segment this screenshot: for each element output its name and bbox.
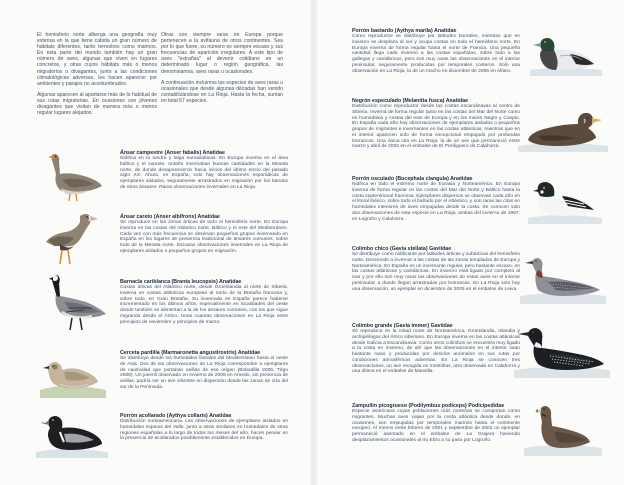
species-description: Se distribuye como nidificante por latitudes árticas y subárticas del hemisferio norte. Desciende a invernar a las costas de las zonas templadas de Europa y Norteamérica. En España es un invernante regular, pero bastante escaso, en las costas atlánticas y cantábricas. En invierno está ligado por completo al mar y por ello son muy raras las observaciones de estas aves en el interior peninsular, a donde llegan arrastradas por borrascas. En La Rioja solo hay una observación, un ejemplar en diciembre de 2005 en el embalse de Leiva. — [352, 252, 520, 292]
species-title: Porrón bastardo (Aythya marila) Anatidae — [352, 28, 457, 34]
species-description: Nidifica en la tundra y taiga euroasiáticas. En Europa inverna en el área báltica y el sureste. Antaño invernaban buenas cantidades en la Meseta norte, de donde desaparecieron hacia inicios del último tercio del pasado siglo XX. Ahora, en España, solo hay observaciones esporádicas de ejemplares aislados, seguramente arrastrados en migración por los bandos de otros ánsares. Raras observaciones invernales en La Rioja. — [120, 156, 288, 190]
species-description: Especie americana cuyas poblaciones más norteñas se comportan como migrantes. Muchas aves viajan por la costa atlántica desde donde, en ocasiones, son empujadas por temporales marinos hasta el continente europeo. Al menos entre febrero de 2001 y septiembre de 2002 un ejemplar permaneció asentado en el embalse de La Grajera haciendo desplazamientos ocasionales al río Ebro a su paso por Logroño. — [352, 409, 520, 443]
species-entry — [352, 176, 520, 222]
white-fronted-goose-illustration — [38, 210, 102, 268]
species-description: Se distribuye desde los humedales litorales del Mediterráneo hasta el oeste de Asia. Dos de las observaciones de La Rioja corresponden a ejemplares de cautividad que portaban anillas de ese origen (Bobadilla 2006, Tirgo 2008). Un juvenil observado en invierno de 2009 en Arnedo, sin presencia de anillas, podría ser un ave silvestre en dispersión desde las zonas de cría del sur de la Península. — [120, 356, 288, 390]
ring-necked-duck-illustration — [36, 412, 108, 458]
intro-paragraph: A continuación incluimos las especies de aves raras u ocasionales que desde algunas décadas han venido contabilizándose en La Rioja. Hasta la fecha, suman en total 67 especies. — [161, 79, 283, 104]
great-northern-loon-illustration — [514, 326, 610, 378]
species-title: Colimbo chico (Gavia stellata) Gaviidae — [352, 246, 452, 252]
species-title: Porrón osculado (Bucephala clangula) Anatidae — [352, 176, 473, 182]
intro-paragraph: Otras son siempre raras en Europa porque pertenecen a la avifauna de otros continentes. Sea por lo que fuere, su número es siempre escaso y sus frecuencias de aparición irregulares. A este tipo de aves "extrañas" al devenir cotidiano en un determinado lugar o región geográfica, las denominamos, aves raras u ocasionales. — [161, 32, 283, 75]
species-entry — [120, 279, 288, 325]
red-throated-loon-illustration — [520, 256, 606, 304]
book-spine — [310, 0, 318, 485]
species-entry — [352, 323, 520, 375]
species-description: Costas árticas del Atlántico norte, desde Groenlandia al norte de Siberia. Inverna en costas atlánticas europeas al norte de la Bretaña francesa y, sobre todo, en Gran Bretaña. Su invernada en España parece haberse incrementado en los últimos años, especialmente en localidades del oeste donde también se alimentan a la de los ánsares comunes, con los que sigue migrando desde el Ártico. Unas cuantas observaciones en La Rioja entre principios de noviembre y principios de marzo. — [120, 285, 288, 325]
pied-billed-grebe-illustration — [524, 404, 602, 456]
species-title: Zampullín picogrueso (Podilymbus podiceps) Podicipedidae — [352, 403, 505, 409]
species-description: Se reproduce en las zonas árticas de todo el hemisferio norte. En Europa inverna en las costas del Atlántico norte, Báltico y el este del Mediterráneo. Cada vez con más frecuencia se observan pequeños grupos invernando en España en los lugares de presencia tradicional de ánsares comunes, sobre todo de la Meseta norte. Escasas observaciones invernales en La Rioja de ejemplares aislados o pequeños grupos en migración. — [120, 220, 288, 254]
intro-column-2 — [161, 32, 283, 109]
intro-paragraph: El hemisferio norte alberga una geografía muy extensa en la que tiene cabida un gran número de hábitats diferentes, tanto terrestres como marinos. En esta parte del mundo también hay un gran número de aves, algunas que viven en lugares concretos, y otras cuyos hábitats más o menos migratorios o divagantes, junto a las condiciones climatológicas adversas, les hacen aparecer por ambientes y parajes no acostumbrados. — [37, 32, 157, 87]
species-entry — [120, 350, 288, 391]
species-title: Negrón especulado (Melanitta fusca) Anatidae — [352, 98, 469, 104]
species-title: Porrón acollarado (Aythya collaris) Anatidae — [120, 413, 232, 419]
species-entry — [120, 413, 288, 442]
barnacle-goose-illustration — [42, 272, 110, 334]
species-entry — [352, 403, 520, 444]
marbled-teal-illustration — [40, 350, 106, 398]
species-description: Distribución como reproductor desde las costas escandinavas al centro de Siberia. Inverna de forma regular tanto en las costas del Mar del Norte como en humedales y costas del este de Europa y en los mares Negro y Caspio. En España cada año hay observaciones de ejemplares aislados o pequeños grupos de migrantes e invernantes en las costas atlánticas, mientras que en el interior aparecen solo de forma excepcional empujado por profundas borrascas. Una única cita en La Rioja, la de un ave que permaneció entre marzo y abril de 2002 en el embalse de El Perdiguero de Calahorra. — [352, 104, 520, 150]
species-title: Colimbo grande (Gavia immer) Gaviidae — [352, 323, 453, 329]
greater-scaup-illustration — [530, 36, 602, 76]
species-description: Como reproductor se distribuye por latitudes boreales, mientras que en invierno se desplaza al sur y ocupa costas en todo el hemisferio norte. En Europa inverna de forma regular hasta el norte de Francia. Una pequeña cantidad llega cada invierno a las costas españolas, sobre todo a las gallegas y cantábricas, pero son muy raras las observaciones en el interior peninsular, seguramente producidas por temporales costeros. Solo una observación en La Rioja, la de un macho en diciembre de 2006 en Alfaro. — [352, 34, 520, 74]
species-description: Distribución norteamericana. Las observaciones de ejemplares aislados en humedales riojanos del Valle, junto a otras similares en humedales de otras regiones españolas a lo largo de todos los meses del año, hacen pensar en la presencia de acollarados posiblemente establecidos en Europa. — [120, 419, 288, 442]
velvet-scoter-illustration — [518, 110, 608, 152]
species-title: Ánsar campestre (Anser fabalis) Anatidae — [120, 150, 225, 156]
species-entry — [352, 98, 520, 150]
goldeneye-illustration — [528, 180, 602, 224]
intro-paragraph: Algunas aparecen al apartarse más de lo habitual de sus rutas migratorias. En ocasiones son jóvenes divagantes que visitan de manera más o menos regular lugares alejados. — [37, 91, 157, 117]
intro-column-1 — [37, 32, 157, 121]
species-title: Ánsar careto (Anser albifrons) Anatidae — [120, 214, 220, 220]
species-title: Cerceta pardilla (Marmaronetta angustirostris) Anatidae — [120, 350, 261, 356]
species-entry — [352, 28, 520, 74]
species-description: Se reproduce en la mitad norte de Norteamérica, Groenlandia, Islandia y archipiélagos del Ártico siberiano. En Europa inverna en las costas atlánticas desde Galicia a Escandinavia. Como otros colimbos se encuentra muy ligado a la costa en invierno, de ahí que las observaciones en el interior sean bastante raras y producidas por desvíos anómalos en sus rutas por condiciones atmosféricas adversas. En La Rioja se conocen tres observaciones, un ave recogida en Inestrillas, otra observada en Calahorra y una última en el embalse de Mansilla. — [352, 329, 520, 375]
species-description: Nidifica en todo el extremo norte de Eurasia y Norteamérica. En Europa inverna de forma regular en las costas del Mar del Norte y Báltico hasta la costa septentrional francesa. Ejemplares dispersos se observan cada año en el litoral ibérico, sobre todo el bañado por el Atlántico, y son raras las citas en humedales interiores de aves empujadas desde la costa. Se conocen solo dos observaciones de esta especie en La Rioja, ambas del invierno de 1987, en Logroño y Calahorra. — [352, 182, 520, 222]
bean-goose-illustration — [40, 150, 106, 202]
species-entry — [120, 214, 288, 255]
species-entry — [352, 246, 520, 292]
species-entry — [120, 150, 288, 191]
species-title: Barnacla cariblanca (Branta leucopsis) Anatidae — [120, 279, 242, 285]
